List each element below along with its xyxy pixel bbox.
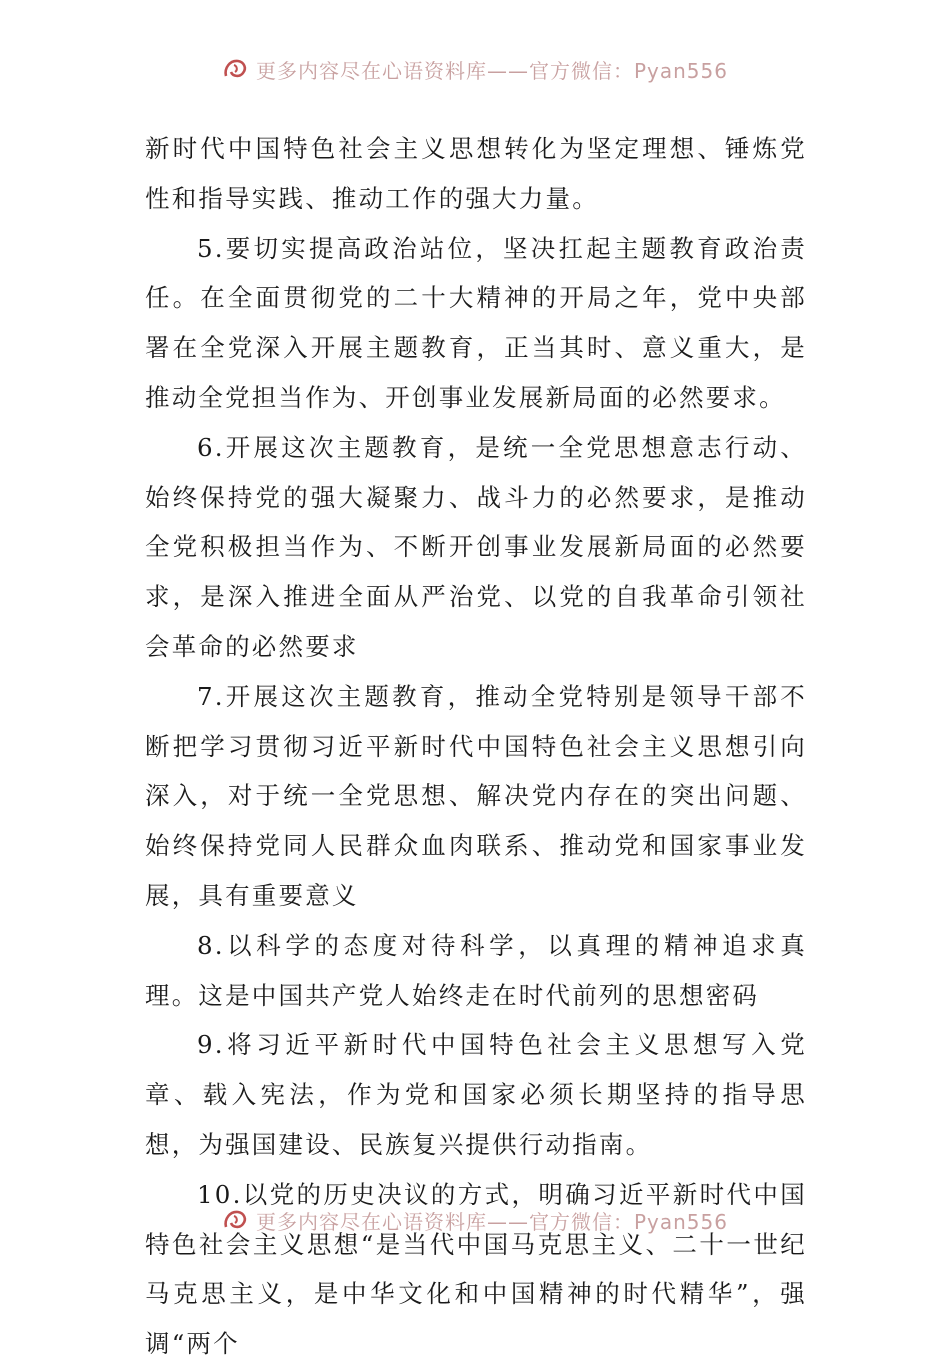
watermark-text: 更多内容尽在心语资料库——官方微信：Pyan556 [255, 1209, 728, 1234]
paragraph: 8.以科学的态度对待科学，以真理的精神追求真理。这是中国共产党人始终走在时代前列的思想密码 [145, 930, 807, 1010]
paragraph: 5.要切实提高政治站位，坚决扛起主题教育政治责任。在全面贯彻党的二十大精神的开局之年，党中央部署在全党深入开展主题教育，正当其时、意义重大，是推动全党担当作为、开创事业发展新局面的必然要求。 [145, 233, 807, 412]
header-watermark [0, 52, 950, 86]
paragraph: 10.以党的历史决议的方式，明确习近平新时代中国特色社会主义思想“是当代中国马克思主义、二十一世纪马克思主义，是中华文化和中国精神的时代精华”，强调“两个 [145, 1179, 807, 1359]
brand-logo-icon [222, 1207, 250, 1233]
watermark-text: 更多内容尽在心语资料库——官方微信：Pyan556 [255, 58, 728, 83]
footer-watermark [0, 1203, 950, 1237]
brand-logo-icon [222, 56, 250, 82]
paragraph: 6.开展这次主题教育，是统一全党思想意志行动、始终保持党的强大凝聚力、战斗力的必然要求，是推动全党积极担当作为、不断开创事业发展新局面的必然要求，是深入推进全面从严治党、以党的自我革命引领社会革命的必然要求 [145, 432, 807, 661]
document-body [145, 124, 807, 1369]
paragraph: 9.将习近平新时代中国特色社会主义思想写入党章、载入宪法，作为党和国家必须长期坚持的指导思想，为强国建设、民族复兴提供行动指南。 [145, 1030, 807, 1159]
paragraph: 新时代中国特色社会主义思想转化为坚定理想、锤炼党性和指导实践、推动工作的强大力量。 [145, 134, 807, 213]
paragraph: 7.开展这次主题教育，推动全党特别是领导干部不断把学习贯彻习近平新时代中国特色社会主义思想引向深入，对于统一全党思想、解决党内存在的突出问题、始终保持党同人民群众血肉联系、推动党和国家事业发展，具有重要意义 [145, 681, 807, 910]
